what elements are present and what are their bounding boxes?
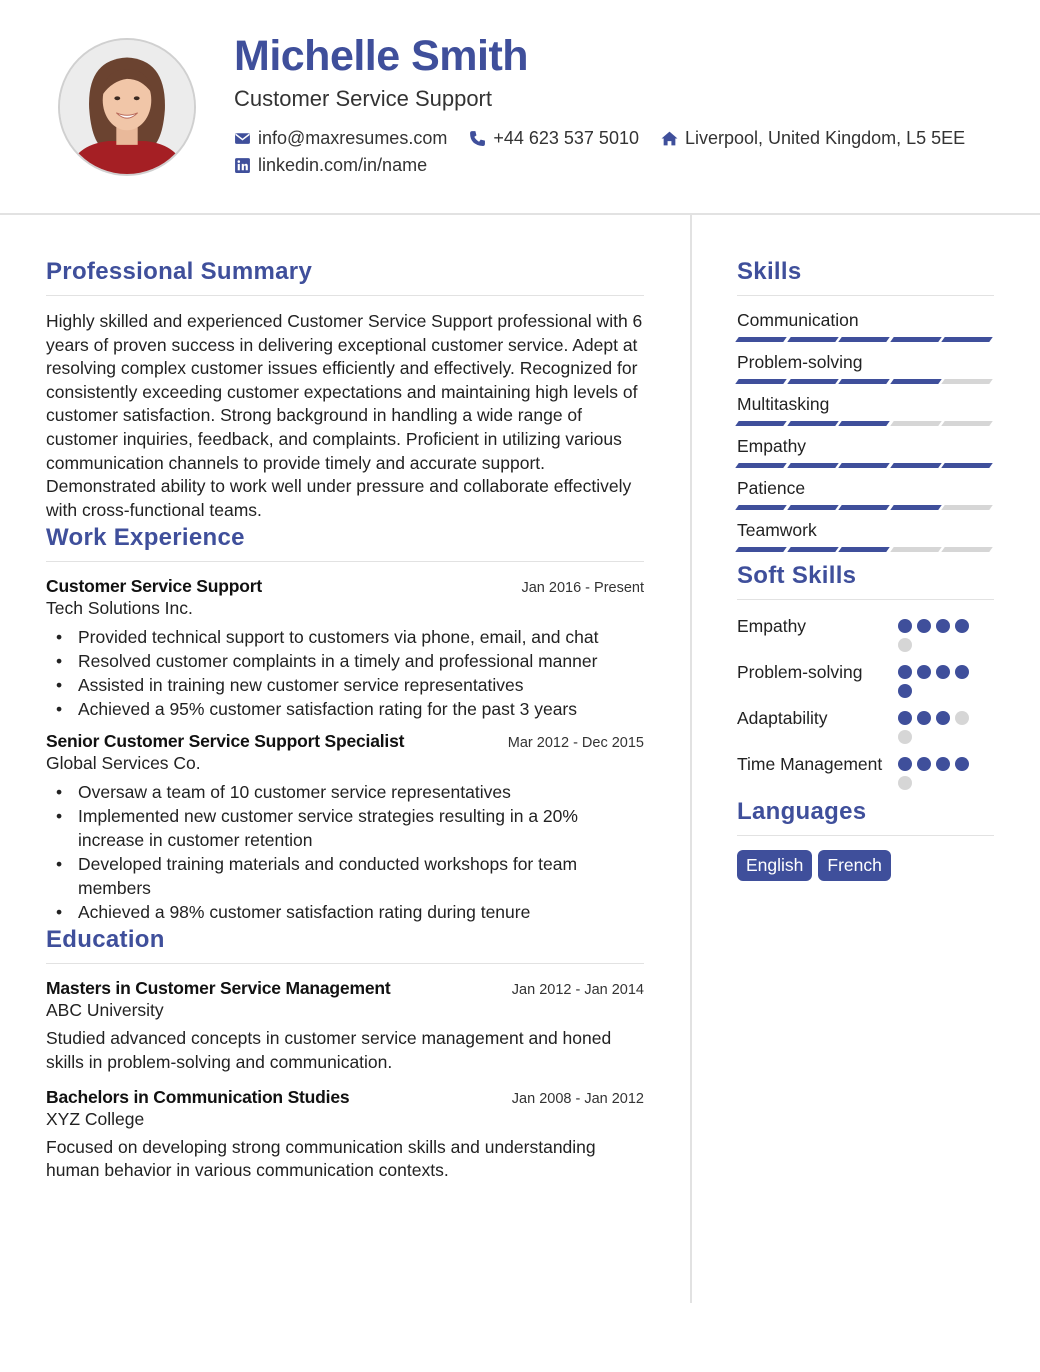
skill-level-segment — [942, 505, 993, 510]
portrait-illustration — [60, 40, 194, 174]
contact-phone[interactable] — [469, 128, 639, 149]
skill-level-segment — [735, 505, 786, 510]
skill-name: Problem-solving — [737, 352, 863, 372]
skill-item — [737, 310, 994, 342]
skill-level-segment — [890, 505, 941, 510]
soft-skill-item — [737, 706, 994, 744]
education-description: Studied advanced concepts in customer service management and honed skills in problem-solving and communication. — [46, 1028, 612, 1072]
rating-dot — [955, 711, 969, 725]
degree-title: Masters in Customer Service Management — [46, 978, 391, 999]
soft-skill-item — [737, 614, 994, 652]
job-bullet: • Provided technical support to customers via phone, email, and chat — [78, 625, 644, 649]
contact-email[interactable] — [234, 128, 447, 149]
skill-level-segment — [838, 505, 889, 510]
skill-level-segment — [838, 337, 889, 342]
rating-dot — [917, 619, 931, 633]
skill-name: Empathy — [737, 436, 807, 456]
rating-dot — [898, 684, 912, 698]
job-bullet: • Achieved a 98% customer satisfaction rating during tenure — [78, 900, 644, 924]
education-date: Jan 2012 - Jan 2014 — [511, 982, 644, 999]
education-heading: Education — [46, 926, 644, 964]
linkedin-text: linkedin.com/in/name — [258, 155, 428, 175]
contact-row-2 — [234, 155, 449, 176]
skill-level-segment — [735, 463, 786, 468]
job-date: Mar 2012 - Dec 2015 — [507, 735, 644, 752]
skill-level-segment — [787, 505, 838, 510]
education-date: Jan 2008 - Jan 2012 — [511, 1090, 644, 1107]
rating-dot — [936, 665, 950, 679]
email-text: info@maxresumes.com — [258, 128, 448, 148]
rating-dot — [898, 757, 912, 771]
language-badge: English — [737, 850, 812, 881]
skill-level-segment — [787, 547, 838, 552]
rating-dot — [898, 665, 912, 679]
envelope-icon — [234, 130, 251, 147]
skill-level-segment — [942, 379, 993, 384]
skill-level-segment — [890, 379, 941, 384]
candidate-name: Michelle Smith — [234, 32, 529, 80]
rating-dot — [917, 665, 931, 679]
languages-list — [737, 850, 994, 881]
languages-heading: Languages — [737, 798, 994, 836]
skills-heading: Skills — [737, 258, 994, 296]
job-entry — [46, 731, 644, 924]
rating-dot — [898, 638, 912, 652]
skill-item — [737, 478, 994, 510]
soft-skill-rating — [898, 711, 974, 744]
skill-item — [737, 436, 994, 468]
job-company: Tech Solutions Inc. — [46, 598, 193, 619]
skill-level-segment — [890, 421, 941, 426]
soft-skill-item — [737, 752, 994, 790]
rating-dot — [955, 619, 969, 633]
rating-dot — [955, 757, 969, 771]
side-column — [737, 258, 994, 881]
skill-level-bar — [737, 379, 994, 384]
summary-text: Highly skilled and experienced Customer Service Support professional with 6 years of proven success in delivering exceptional customer service. Adept at resolving complex customer issues efficiently and effectively. Recognized for consistently exceeding customer expectations and maintaining high levels of customer satisfaction. Strong background in handling a wide range of customer inquiries, feedback, and complaints. Proficient in utilizing various communication channels to provide timely and accurate support. Demonstrated ability to work well under pressure and collaborate effectively with cross-functional teams. — [46, 311, 643, 520]
home-icon — [661, 130, 678, 147]
skill-name: Communication — [737, 310, 859, 330]
skill-level-segment — [942, 421, 993, 426]
summary-heading: Professional Summary — [46, 258, 644, 296]
job-title: Customer Service Support — [46, 576, 262, 597]
phone-text: +44 623 537 5010 — [493, 128, 639, 148]
soft-skill-name: Time Management — [737, 754, 883, 774]
job-bullet: • Developed training materials and conducted workshops for team members — [78, 852, 644, 900]
skill-level-segment — [838, 547, 889, 552]
skill-item — [737, 394, 994, 426]
skill-level-bar — [737, 505, 994, 510]
column-divider — [690, 215, 692, 1303]
job-bullet: • Resolved customer complaints in a timely and professional manner — [78, 649, 644, 673]
profile-photo — [58, 38, 196, 176]
contact-row — [234, 128, 987, 149]
rating-dot — [917, 711, 931, 725]
skill-level-segment — [787, 421, 838, 426]
skill-level-segment — [735, 547, 786, 552]
soft-skill-rating — [898, 619, 974, 652]
rating-dot — [936, 619, 950, 633]
soft-skill-name: Adaptability — [737, 708, 828, 728]
education-entry — [46, 1087, 644, 1183]
rating-dot — [898, 730, 912, 744]
education-entry — [46, 978, 644, 1074]
skill-name: Multitasking — [737, 394, 830, 414]
soft-skill-name: Empathy — [737, 616, 807, 636]
skill-level-segment — [735, 421, 786, 426]
education-description: Focused on developing strong communication skills and understanding human behavior in various communication contexts. — [46, 1136, 596, 1181]
soft-skill-name: Problem-solving — [737, 662, 863, 682]
skill-level-segment — [838, 421, 889, 426]
degree-title: Bachelors in Communication Studies — [46, 1086, 350, 1107]
job-date: Jan 2016 - Present — [521, 580, 644, 597]
skill-level-segment — [735, 379, 786, 384]
rating-dot — [898, 619, 912, 633]
skill-level-segment — [890, 463, 941, 468]
rating-dot — [898, 776, 912, 790]
skill-level-bar — [737, 547, 994, 552]
main-column — [46, 258, 644, 1195]
soft-skill-item — [737, 660, 994, 698]
skill-level-segment — [942, 547, 993, 552]
job-bullet: • Implemented new customer service strategies resulting in a 20% increase in customer retention — [78, 804, 644, 852]
skill-item — [737, 352, 994, 384]
resume-header — [0, 0, 1040, 215]
skill-level-bar — [737, 421, 994, 426]
job-title: Senior Customer Service Support Specialist — [46, 731, 405, 752]
job-entry — [46, 576, 644, 721]
job-bullet: • Achieved a 95% customer satisfaction rating for the past 3 years — [78, 697, 644, 721]
skill-name: Teamwork — [737, 520, 817, 540]
skill-level-bar — [737, 337, 994, 342]
skill-level-segment — [942, 337, 993, 342]
school-name: ABC University — [46, 1000, 164, 1021]
experience-heading: Work Experience — [46, 524, 644, 562]
skill-level-segment — [838, 379, 889, 384]
linkedin-icon — [234, 157, 251, 174]
job-bullets — [78, 780, 644, 924]
candidate-title: Customer Service Support — [234, 86, 492, 111]
skill-level-segment — [787, 463, 838, 468]
soft-skills-heading: Soft Skills — [737, 562, 994, 600]
skill-level-segment — [890, 337, 941, 342]
rating-dot — [917, 757, 931, 771]
rating-dot — [936, 711, 950, 725]
skill-name: Patience — [737, 478, 806, 498]
soft-skill-rating — [898, 757, 974, 790]
rating-dot — [955, 665, 969, 679]
job-bullet: • Oversaw a team of 10 customer service representatives — [78, 780, 644, 804]
skill-level-segment — [735, 337, 786, 342]
language-badge: French — [818, 850, 890, 881]
soft-skill-rating — [898, 665, 974, 698]
job-company: Global Services Co. — [46, 753, 201, 774]
skill-level-segment — [838, 463, 889, 468]
rating-dot — [936, 757, 950, 771]
skill-level-segment — [787, 379, 838, 384]
skill-level-segment — [787, 337, 838, 342]
skill-level-segment — [942, 463, 993, 468]
contact-location — [661, 128, 965, 149]
school-name: XYZ College — [46, 1108, 145, 1129]
phone-icon — [469, 130, 486, 147]
skill-item — [737, 520, 994, 552]
job-bullet: • Assisted in training new customer service representatives — [78, 673, 644, 697]
job-bullets — [78, 625, 644, 721]
rating-dot — [898, 711, 912, 725]
contact-linkedin[interactable] — [234, 155, 427, 176]
location-text: Liverpool, United Kingdom, L5 5EE — [684, 128, 966, 148]
skills-list — [737, 310, 994, 552]
skill-level-bar — [737, 463, 994, 468]
soft-skills-list — [737, 614, 994, 790]
skill-level-segment — [890, 547, 941, 552]
